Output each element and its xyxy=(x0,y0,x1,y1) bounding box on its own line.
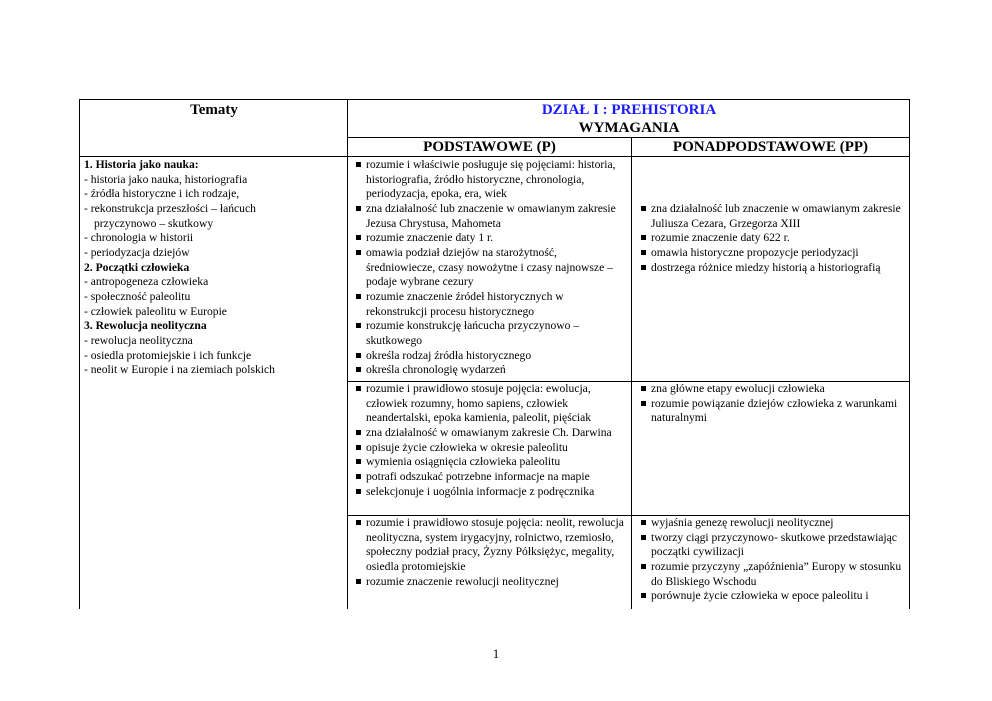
topic-item: - rewolucja neolityczna xyxy=(84,333,193,347)
topic-heading: 3. Rewolucja neolityczna xyxy=(84,319,207,333)
row-3-podstawowe xyxy=(355,516,627,589)
row-2-ponadpodstawowe xyxy=(640,382,902,426)
requirement-item: określa chronologię wydarzeń xyxy=(355,363,627,378)
requirement-item: rozumie konstrukcję łańcucha przyczynowo – skutkowego xyxy=(355,319,627,348)
requirement-item: rozumie znaczenie rewolucji neolitycznej xyxy=(355,575,627,590)
requirement-item: wyjaśnia genezę rewolucji neolitycznej xyxy=(640,516,906,531)
requirement-item: tworzy ciągi przyczynowo- skutkowe przedstawiając początki cywilizacji xyxy=(640,531,906,560)
requirement-item: porównuje życie człowieka w epoce paleolitu i xyxy=(640,589,906,604)
requirement-item: rozumie i właściwie posługuje się pojęciami: historia, historiografia, źródło historyczne, chronologia, periodyzacja, epoka, era, wiek xyxy=(355,158,627,202)
topic-item: - źródła historyczne i ich rodzaje, xyxy=(84,187,240,201)
header-tematy: Tematy xyxy=(190,102,238,118)
page-number: 1 xyxy=(492,646,500,661)
row-2-podstawowe xyxy=(355,382,627,499)
topic-item: - periodyzacja dziejów xyxy=(84,245,190,259)
table-divider-header xyxy=(79,156,910,157)
topic-item: - antropogeneza człowieka xyxy=(84,275,209,289)
requirement-item: wymienia osiągnięcia człowieka paleolitu xyxy=(355,455,627,470)
table-border-top xyxy=(79,99,910,100)
requirement-item: rozumie i prawidłowo stosuje pojęcia: neolit, rewolucja neolityczna, system irygacyjny, rolnictwo, rzemiosło, społeczny podział pracy, Żyzny Półksiężyc, megality, osiedla protomiejskie xyxy=(355,516,627,575)
topic-item: - człowiek paleolitu w Europie xyxy=(84,304,227,318)
topic-item: - historia jako nauka, historiografia xyxy=(84,172,248,186)
row-3-ponadpodstawowe xyxy=(640,516,906,604)
topic-item: - rekonstrukcja przeszłości – łańcuch xyxy=(84,201,256,215)
requirement-item: rozumie znaczenie daty 1 r. xyxy=(355,231,627,246)
requirement-item: omawia historyczne propozycje periodyzacji xyxy=(640,246,902,261)
table-border-left xyxy=(79,99,80,609)
requirement-item: rozumie przyczyny „zapóźnienia” Europy w stosunku do Bliskiego Wschodu xyxy=(640,560,906,589)
column-divider-topics xyxy=(347,99,348,609)
header-section-title: DZIAŁ I : PREHISTORIA xyxy=(541,102,717,118)
requirement-item: potrafi odszukać potrzebne informacje na mapie xyxy=(355,470,627,485)
requirement-item: omawia podział dziejów na starożytność, średniowiecze, czasy nowożytne i czasy najnowsze – podaje wybrane cezury xyxy=(355,246,627,290)
requirement-item: zna działalność lub znaczenie w omawianym zakresie Juliusza Cezara, Grzegorza XIII xyxy=(640,202,902,231)
requirement-item: rozumie znaczenie daty 622 r. xyxy=(640,231,902,246)
requirement-item: rozumie znaczenie źródeł historycznych w rekonstrukcji procesu historycznego xyxy=(355,290,627,319)
table-border-right xyxy=(909,99,910,609)
requirement-item: selekcjonuje i uogólnia informacje z podręcznika xyxy=(355,485,627,500)
row-1-ponadpodstawowe xyxy=(640,202,902,275)
row-1-podstawowe xyxy=(355,158,627,378)
requirement-item: zna działalność lub znaczenie w omawianym zakresie Jezusa Chrystusa, Mahometa xyxy=(355,202,627,231)
requirement-item: dostrzega różnice miedzy historią a historiografią xyxy=(640,261,902,276)
requirement-item: zna główne etapy ewolucji człowieka xyxy=(640,382,902,397)
requirement-item: opisuje życie człowieka w okresie paleolitu xyxy=(355,441,627,456)
requirement-item: zna działalność w omawianym zakresie Ch. Darwina xyxy=(355,426,627,441)
header-ponadpodstawowe: PONADPODSTAWOWE (PP) xyxy=(672,139,869,155)
topic-heading: 2. Początki człowieka xyxy=(84,260,190,274)
topics-list xyxy=(84,158,346,378)
topic-item: - osiedla protomiejskie i ich funkcje xyxy=(84,348,252,362)
header-wymagania: WYMAGANIA xyxy=(578,120,680,136)
topic-item: - neolit w Europie i na ziemiach polskich xyxy=(84,363,275,377)
requirement-item: rozumie i prawidłowo stosuje pojęcia: ewolucja, człowiek rozumny, homo sapiens, człowiek neandertalski, epoka kamienia, paleolit, pięściak xyxy=(355,382,627,426)
table-divider-wymagania xyxy=(348,137,910,138)
requirement-item: określa rodzaj źródła historycznego xyxy=(355,349,627,364)
topic-item: przyczynowo – skutkowy xyxy=(94,216,214,230)
requirement-item: rozumie powiązanie dziejów człowieka z warunkami naturalnymi xyxy=(640,397,902,426)
topic-item: - chronologia w historii xyxy=(84,231,194,245)
topic-heading: 1. Historia jako nauka: xyxy=(84,158,199,171)
topic-item: - społeczność paleolitu xyxy=(84,289,191,303)
header-podstawowe: PODSTAWOWE (P) xyxy=(423,139,556,155)
column-divider-p-pp xyxy=(631,137,632,609)
